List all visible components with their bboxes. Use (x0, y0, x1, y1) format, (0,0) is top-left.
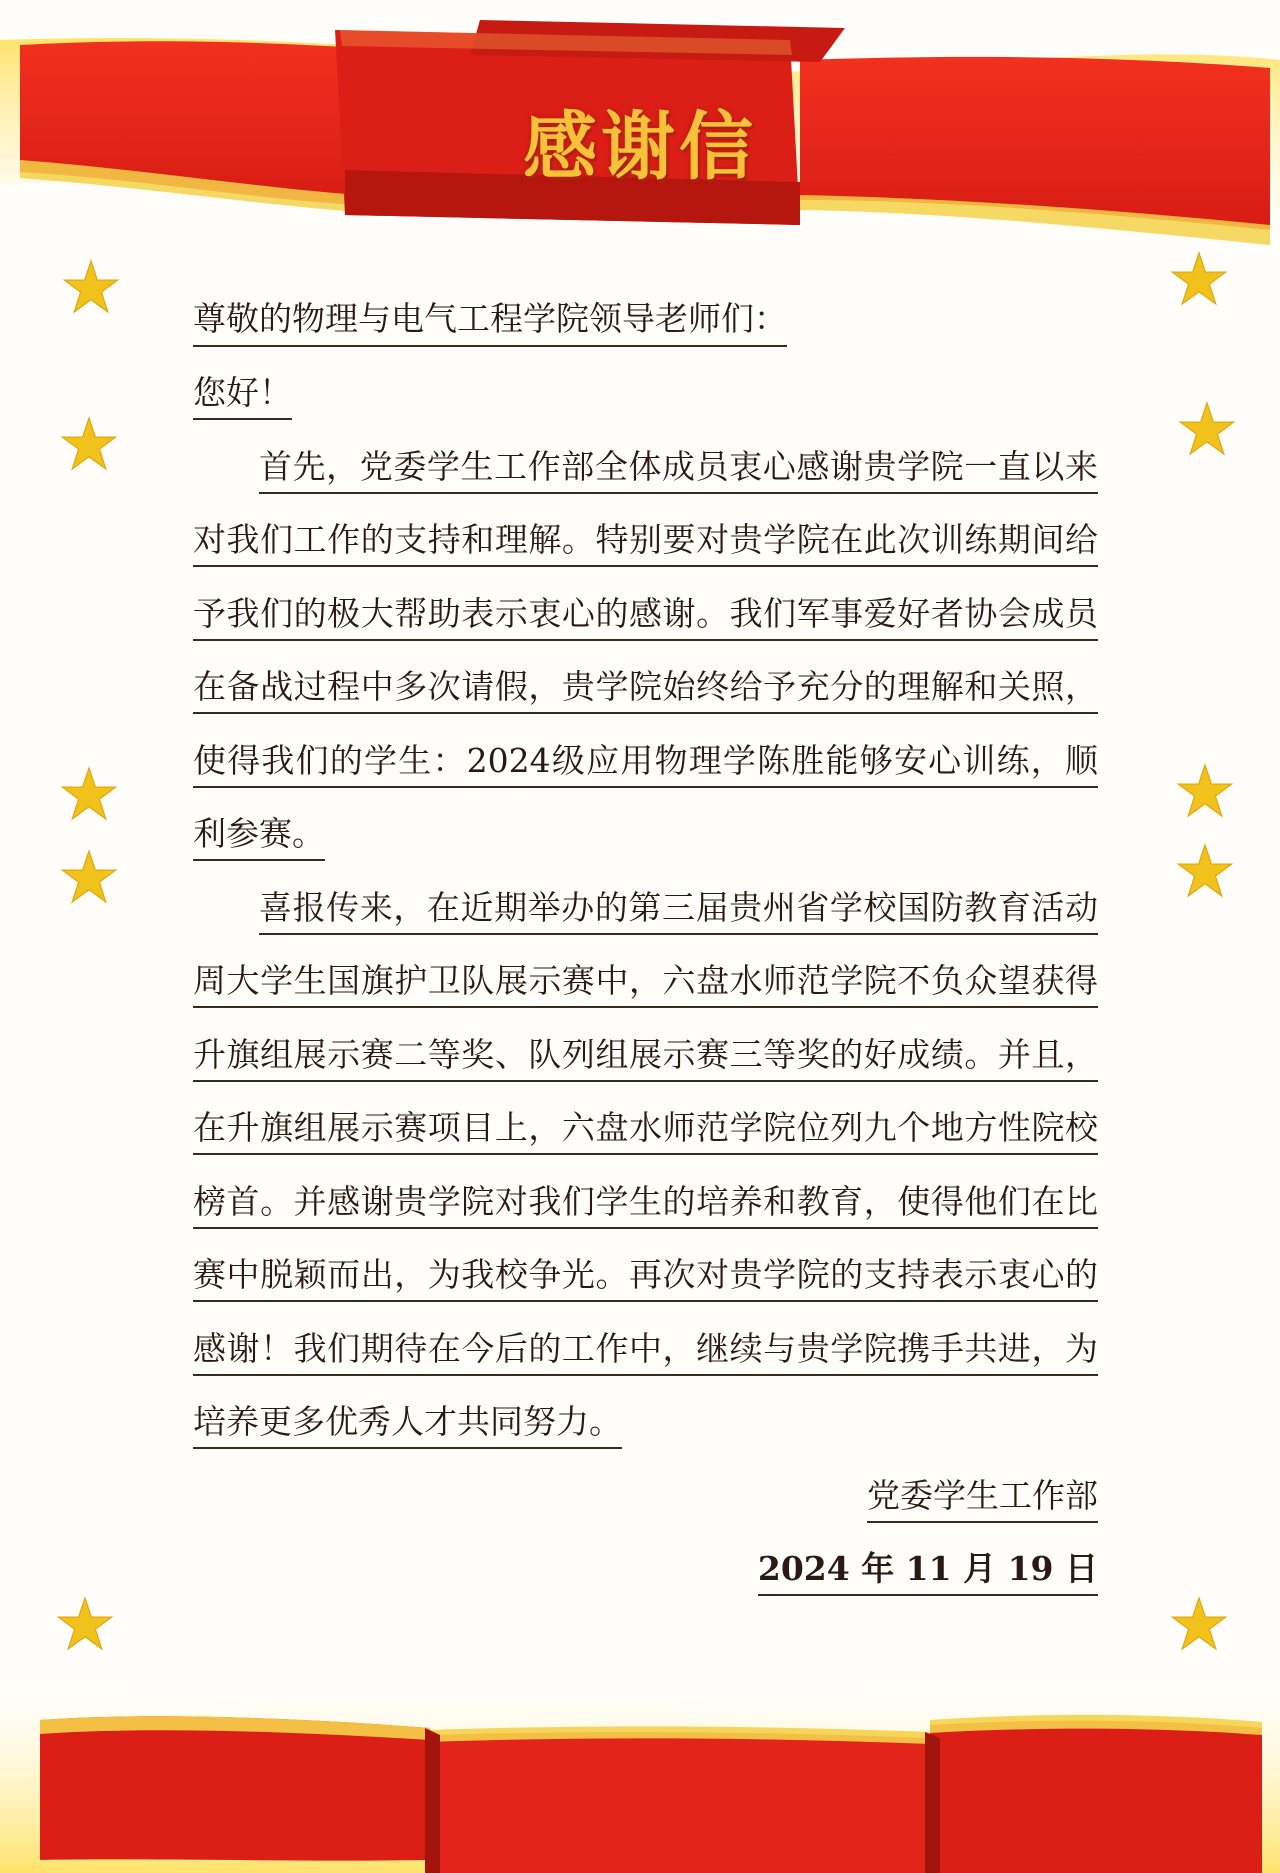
letter-body (193, 282, 1098, 1606)
letter-title: 感谢信 (523, 104, 757, 190)
greeting: 您好！ (193, 368, 292, 420)
star-icon (60, 415, 118, 473)
star-icon (62, 258, 120, 316)
signature (193, 1459, 1098, 1533)
letter-date (193, 1532, 1098, 1606)
star-icon (1170, 250, 1228, 308)
star-icon (1178, 400, 1236, 458)
star-icon (1176, 762, 1234, 820)
paragraph-thanks (193, 430, 1098, 871)
star-icon (1176, 842, 1234, 900)
bottom-ribbon-banner (0, 1640, 1280, 1873)
salutation: 尊敬的物理与电气工程学院领导老师们： (193, 293, 787, 347)
paragraph-text: 首先，党委学生工作部全体成员衷心感谢贵学院一直以来对我们工作的支持和理解。特别要对贵学院在此次训练期间给予我们的极大帮助表示衷心的感谢。我们军事爱好者协会成员在备战过程中多次请假，贵学院始终给予充分的理解和关照，使得我们的学生：2024级应用物理学陈胜能够安心训练，顺利参赛。 (193, 447, 1098, 862)
signature-text: 党委学生工作部 (867, 1476, 1098, 1523)
date-text: 2024 年 11 月 19 日 (758, 1549, 1098, 1596)
paragraph-text: 喜报传来，在近期举办的第三届贵州省学校国防教育活动周大学生国旗护卫队展示赛中，六盘水师范学院不负众望获得升旗组展示赛二等奖、队列组展示赛三等奖的好成绩。并且，在升旗组展示赛项目上，六盘水师范学院位列九个地方性院校榜首。并感谢贵学院对我们学生的培养和教育，使得他们在比赛中脱颖而出，为我校争光。再次对贵学院的支持表示衷心的感谢！我们期待在今后的工作中，继续与贵学院携手共进，为培养更多优秀人才共同努力。 (193, 888, 1098, 1450)
star-icon (60, 765, 118, 823)
paragraph-good-news (193, 871, 1098, 1459)
star-icon (60, 848, 118, 906)
